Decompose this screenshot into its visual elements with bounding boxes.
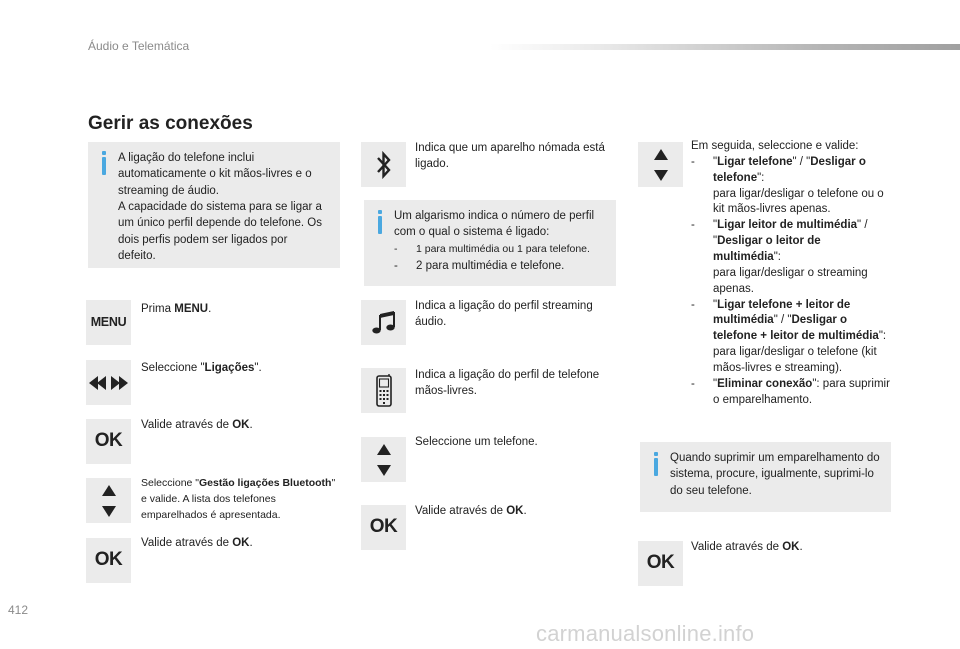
- ok-button-icon: OK: [361, 505, 406, 550]
- bluetooth-desc: Indica que um aparelho nómada está ligado.: [415, 142, 605, 171]
- option-item: - "Ligar telefone + leitor de multimédia" / "Desligar o telefone + leitor de multimédia": para ligar/desligar o telefone (kit mãos-livres e streaming).: [691, 298, 887, 375]
- info-icon: [102, 157, 106, 175]
- info-box-profile: Um algarismo indica o número de perfil com o qual o sistema é ligado: - 1 para multimédia ou 1 para telefone. - 2 para multimédia e telefone.: [364, 200, 616, 286]
- info-text-1: A ligação do telefone inclui automaticamente o kit mãos-livres e o streaming de áudio.: [118, 152, 312, 197]
- info-profile-item-2: 2 para multimédia e telefone.: [416, 259, 565, 272]
- step-connections-text: Seleccione "Ligações".: [141, 362, 262, 374]
- option-item: - "Ligar leitor de multimédia" / "Desligar o leitor de multimédia": para ligar/desligar o streaming apenas.: [691, 219, 868, 295]
- select-phone-text: Seleccione um telefone.: [415, 436, 538, 448]
- page-number: 412: [8, 603, 29, 617]
- handsfree-desc: Indica a ligação do perfil de telefone mãos-livres.: [415, 369, 600, 398]
- options-intro: Em seguida, seleccione e valide:: [691, 140, 859, 152]
- info-profile-intro: Um algarismo indica o número de perfil com o qual o sistema é ligado:: [394, 210, 595, 239]
- step-ok-text-4: Valide através de OK.: [691, 541, 803, 553]
- section-header: Áudio e Telemática: [88, 39, 190, 53]
- step-menu-text: Prima MENU.: [141, 303, 212, 315]
- step-bluetooth-text: Seleccione "Gestão ligações Bluetooth" e valide. A lista dos telefones emparelhados é apresentada.: [141, 477, 336, 521]
- up-down-arrows-icon: [86, 478, 131, 523]
- navigate-arrows-icon: [86, 360, 131, 405]
- step-ok-text-1: Valide através de OK.: [141, 419, 253, 431]
- info-profile-item-1: 1 para multimédia ou 1 para telefone.: [416, 242, 590, 255]
- option-item: - "Ligar telefone" / "Desligar o telefone": para ligar/desligar o telefone ou o kit mãos-livres apenas.: [691, 155, 884, 216]
- connection-options: [691, 139, 891, 409]
- option-item: - "Eliminar conexão": para suprimir o emparelhamento.: [691, 377, 890, 406]
- up-down-arrows-icon: [638, 142, 683, 187]
- info-text-2: A capacidade do sistema para se ligar a um único perfil depende do telefone. Os dois perfis podem ser ligados por defeito.: [118, 200, 322, 262]
- streaming-desc: Indica a ligação do perfil streaming áudio.: [415, 300, 593, 329]
- music-note-icon: [361, 300, 406, 345]
- mobile-phone-icon: [361, 368, 406, 413]
- info-unpair-text: Quando suprimir um emparelhamento do sistema, procure, igualmente, suprimi-lo do seu telefone.: [670, 452, 880, 497]
- page-title: Gerir as conexões: [88, 113, 253, 134]
- step-ok-text-2: Valide através de OK.: [141, 537, 253, 549]
- watermark: carmanualsonline.info: [536, 621, 755, 646]
- info-icon-dot: [378, 210, 382, 214]
- info-icon-dot: [654, 452, 658, 456]
- info-icon-dot: [102, 151, 106, 155]
- menu-button-icon: MENU: [86, 300, 131, 345]
- ok-button-icon: OK: [638, 541, 683, 586]
- info-box-unpair: [640, 442, 891, 512]
- ok-button-icon: OK: [86, 538, 131, 583]
- info-icon: [654, 458, 658, 476]
- header-gradient-bar: [490, 44, 960, 50]
- ok-button-icon: OK: [86, 419, 131, 464]
- bluetooth-icon: [361, 142, 406, 187]
- info-box-connection: [88, 142, 340, 268]
- step-ok-text-3: Valide através de OK.: [415, 505, 527, 517]
- info-icon: [378, 216, 382, 234]
- up-down-arrows-icon: [361, 437, 406, 482]
